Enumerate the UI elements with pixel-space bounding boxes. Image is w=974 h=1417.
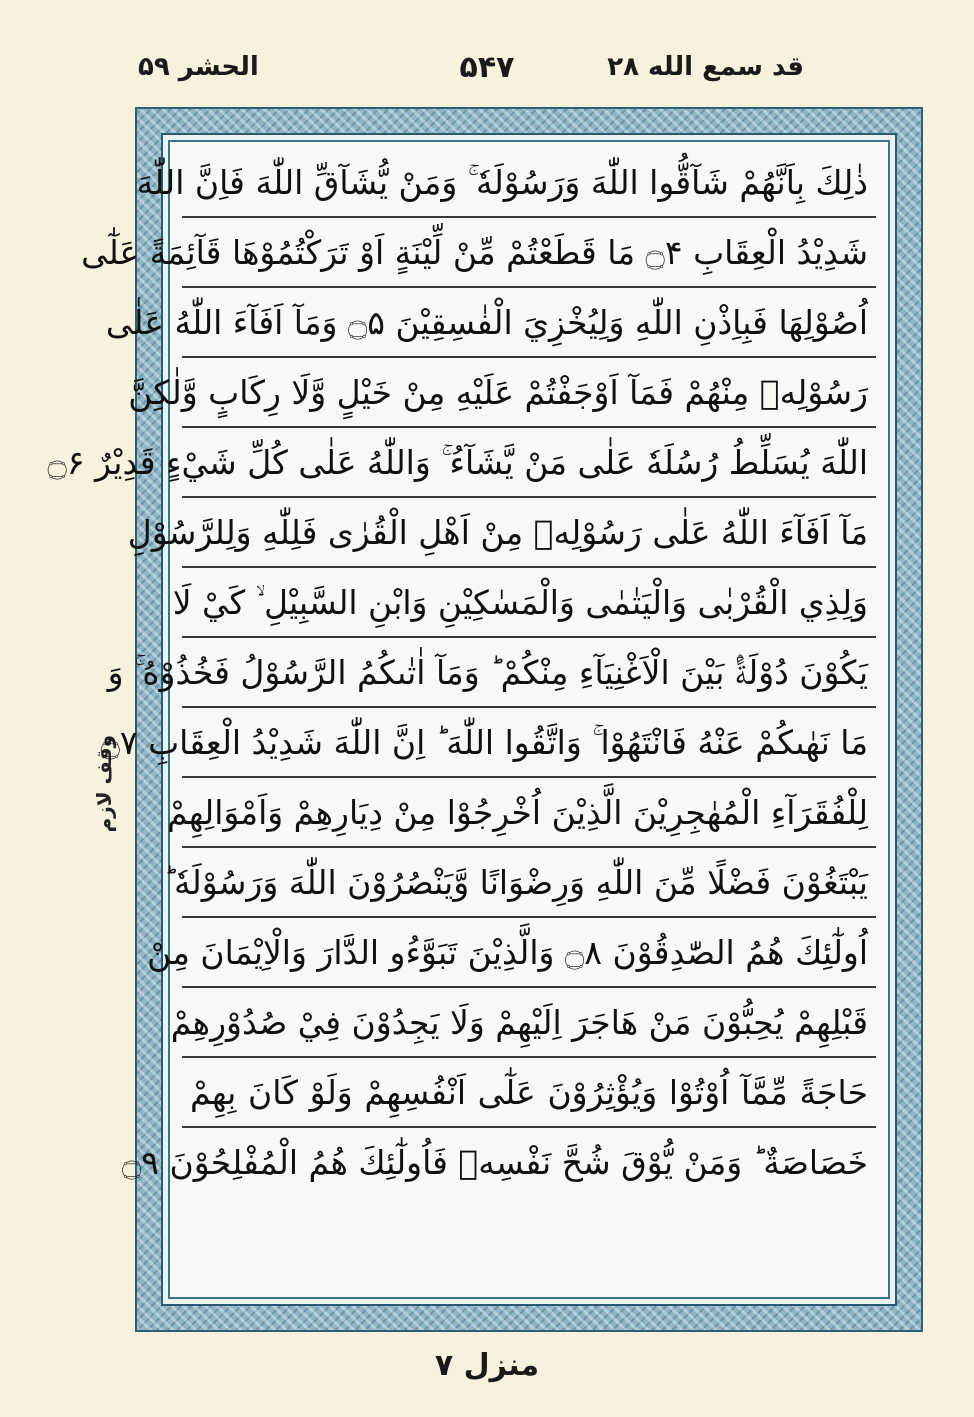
text-line-11: يَبْتَغُوْنَ فَضْلًا مِّنَ اللّٰهِ وَرِضْوَانًا وَّيَنْصُرُوْنَ اللّٰهَ وَرَسُوْلَهٗ ؕ <box>182 848 876 918</box>
text-line-15: خَصَاصَةٌ ؕ وَمَنْ يُّوْقَ شُحَّ نَفْسِهٖ فَاُولٰٓئِكَ هُمُ الْمُفْلِحُوْنَ ۝۹ <box>121 1143 868 1182</box>
text-line-10: لِلْفُقَرَآءِ الْمُهٰجِرِيْنَ الَّذِيْنَ اُخْرِجُوْا مِنْ دِيَارِهِمْ وَاَمْوَالِهِمْ <box>182 778 876 848</box>
manzil-footer: منزل ۷ <box>434 1348 540 1383</box>
text-line-12: اُولٰٓئِكَ هُمُ الصّٰدِقُوْنَ ۝۸ وَالَّذِيْنَ تَبَوَّءُو الدَّارَ وَالْاِيْمَانَ مِنْ <box>182 918 876 988</box>
text-line-6: مَآ اَفَآءَ اللّٰهُ عَلٰى رَسُوْلِهٖ مِنْ اَهْلِ الْقُرٰى فَلِلّٰهِ وَلِلرَّسُوْلِ <box>182 498 876 568</box>
text-line-2: شَدِيْدُ الْعِقَابِ ۝۴ مَا قَطَعْتُمْ مِّنْ لِّيْنَةٍ اَوْ تَرَكْتُمُوْهَا قَآئِمَةً عَلٰٓى <box>182 218 876 288</box>
page-number: ۵۴۷ <box>459 50 515 85</box>
text-line-9: مَا نَهٰىكُمْ عَنْهُ فَانْتَهُوْا ۚ وَاتَّقُوا اللّٰهَ ؕ اِنَّ اللّٰهَ شَدِيْدُ الْعِقَابِ ۝۷ <box>182 708 876 778</box>
text-line-7: وَلِذِي الْقُرْبٰى وَالْيَتٰمٰى وَالْمَسٰكِيْنِ وَابْنِ السَّبِيْلِ ۙ كَيْ لَا <box>182 568 876 638</box>
text-line-3: اُصُوْلِهَا فَبِاِذْنِ اللّٰهِ وَلِيُخْزِيَ الْفٰسِقِيْنَ ۝۵ وَمَآ اَفَآءَ اللّٰهُ عَلٰى <box>182 288 876 358</box>
text-line-14: حَاجَةً مِّمَّآ اُوْتُوْا وَيُؤْثِرُوْنَ عَلٰٓى اَنْفُسِهِمْ وَلَوْ كَانَ بِهِمْ <box>182 1058 876 1128</box>
text-line-1: ذٰلِكَ بِاَنَّهُمْ شَآقُّوا اللّٰهَ وَرَسُوْلَهٗ ۚ وَمَنْ يُّشَآقِّ اللّٰهَ فَاِنَّ اللّٰهَ <box>182 148 876 218</box>
text-line-5: اللّٰهَ يُسَلِّطُ رُسُلَهٗ عَلٰى مَنْ يَّشَآءُ ۚ وَاللّٰهُ عَلٰى كُلِّ شَيْءٍ قَدِيْرٌ ۝۶ <box>182 428 876 498</box>
text-line-13: قَبْلِهِمْ يُحِبُّوْنَ مَنْ هَاجَرَ اِلَيْهِمْ وَلَا يَجِدُوْنَ فِيْ صُدُوْرِهِمْ <box>182 988 876 1058</box>
text-line-8: يَكُوْنَ دُوْلَةًۢ بَيْنَ الْاَغْنِيَآءِ مِنْكُمْ ؕ وَمَآ اٰتٰىكُمُ الرَّسُوْلُ فَخُذُوْهُ ۚ وَ <box>182 638 876 708</box>
juz-title: قد سمع الله ۲۸ <box>607 52 804 82</box>
margin-waqf-note: وقف لازم <box>92 735 116 833</box>
surah-title: الحشر ۵۹ <box>138 52 259 82</box>
text-line-4: رَسُوْلِهٖ مِنْهُمْ فَمَآ اَوْجَفْتُمْ عَلَيْهِ مِنْ خَيْلٍ وَّلَا رِكَابٍ وَّلٰكِنَّ <box>182 358 876 428</box>
